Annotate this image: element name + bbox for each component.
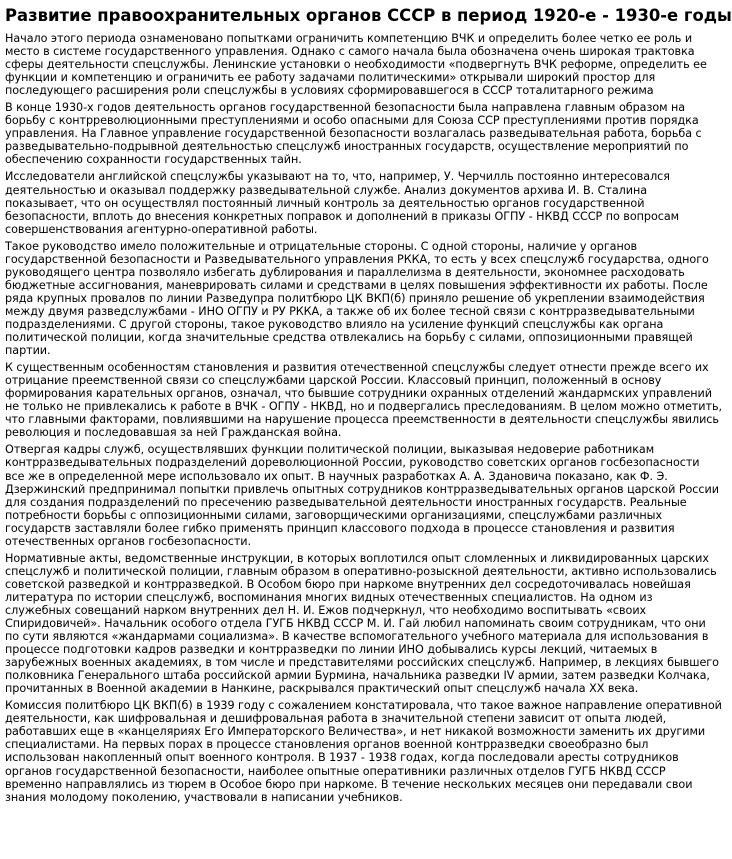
paragraph-1: Начало этого периода ознаменовано попытками ограничить компетенцию ВЧК и определить более четко ее роль и место в системе государственного управления. Однако с самого начала была обозначена очень широкая трактовка сферы деятельности спецслужбы. Ленинские установки о необходимости «подвергнуть ВЧК реформе, определить ее функции и компетенцию и ограничить ее работу задачами политическими» открывали широкий простор для последующего расширения роли спецслужбы в условиях сформировавшегося в СССР тоталитарного режима <box>5 32 707 98</box>
paragraph-2: В конце 1930-х годов деятельность органов государственной безопасности была направлена главным образом на борьбу с контрреволюционными преступлениями и особо опасными для Союза ССР преступлениями против порядка управления. На Главное управление государственной безопасности возлагалась разведывательная работа, борьба с разведывательно-подрывной деятельностью спецслужб иностранных государств, осуществление мероприятий по обеспечению сохранности государственных тайн. <box>5 101 702 167</box>
paragraph-6: Отвергая кадры служб, осуществлявших функции политической полиции, выказывая недоверие работникам контрразведывательных подразделений дореволюционной России, руководство советских органов госбезопасности все же в определенной мере использовало их опыт. В научных разработках А. А. Здановича показано, как Ф. Э. Дзержинский предпринимал попытки привлечь опытных сотрудников контрразведывательных органов царской России для создания подразделений по пресечению разведывательной деятельности иностранных государств. Реальные потребности борьбы с оппозиционными силами, заговорщическими организациями, спецслужбами различных государств заставляли более гибко применять принцип классового подхода в процессе становления и развития отечественных органов госбезопасности. <box>5 443 719 548</box>
paragraph-5: К существенным особенностям становления и развития отечественной спецслужбы следует отнести прежде всего их отрицание преемственной связи со спецслужбами царской России. Классовый принцип, положенный в основу формирования карательных органов, означал, что бывшие сотрудники охранных отделений жандармских управлений не только не привлекались к работе в ВЧК - ОГПУ - НКВД, но и подвергались преследованиям. В целом можно отметить, что главными факторами, повлиявшими на нарушение процесса преемственности в деятельности спецслужбы явились революция и последовавшая за ней Гражданская война. <box>5 361 723 440</box>
article-title: Развитие правоохранительных органов СССР в период 1920-е - 1930-е годы <box>5 6 732 25</box>
paragraph-4: Такое руководство имело положительные и отрицательные стороны. С одной стороны, наличие у органов государственной безопасности и Разведывательного управления РККА, то есть у всех спецслужб государства, одного руководящего центра позволяло избегать дублирования и параллелизма в деятельности, экономнее расходовать бюджетные ассигнования, маневрировать силами и средствами в целях повышения эффективности их работы. После ряда крупных провалов по линии Разведупра политбюро ЦК ВКП(б) приняло решение об укреплении взаимодействия между двумя разведслужбами - ИНО ОГПУ и РУ РККА, а также об их более тесной связи с контрразведывательными подразделениями. С другой стороны, такое руководство влияло на усиление функций спецслужбы как органа политической полиции, когда значительные средства отвлекались на борьбу с силами, оппозиционными правящей партии. <box>5 239 709 358</box>
paragraph-7: Нормативные акты, ведомственные инструкции, в которых воплотился опыт сломленных и ликвидированных царских спецслужб и политической полиции, главным образом в оперативно-розыскной деятельности, активно использовались советской разведкой и контрразведкой. В Особом бюро при наркоме внутренних дел сосредоточивалась новейшая литература по истории спецслужб, воспоминания многих видных отечественных специалистов. На одном из служебных совещаний нарком внутренних дел Н. И. Ежов подчеркнул, что необходимо воспитывать «своих Спиридовичей». Начальник особого отдела ГУГБ НКВД СССР М. И. Гай любил напоминать своим сотрудникам, что они по сути являются «жандармами социализма». В качестве вспомогательного учебного материала для использования в процессе подготовки кадров разведки и контрразведки по линии ИНО добывались курсы лекций, читаемых в зарубежных военных академиях, в том числе и представителями российских спецслужб. Например, в лекциях бывшего полковника Генерального штаба российской армии Бурмина, начальника разведки IV армии, затем разведки Колчака, прочитанных в Военной академии в Нанкине, раскрывался практический опыт спецслужб начала XX века. <box>5 551 719 696</box>
paragraph-8: Комиссия политбюро ЦК ВКП(б) в 1939 году с сожалением констатировала, что такое важное направление оперативной деятельности, как шифровальная и дешифровальная работа в значительной степени зависит от опыта людей, работавших еще в «канцеляриях Его Императорского Величества», и нет никакой возможности заменить их другими специалистами. На первых порах в процессе становления органов военной контрразведки своеобразно был использован накопленный опыт военного контроля. В 1937 - 1938 годах, когда последовали аресты сотрудников органов государственной безопасности, наиболее опытные оперативники различных отделов ГУГБ НКВД СССР временно направлялись из тюрем в Особое бюро при наркоме. В течение нескольких месяцев они передавали свои знания молодому поколению, участвовали в написании учебников. <box>5 699 722 804</box>
paragraph-3: Исследователи английской спецслужбы указывают на то, что, например, У. Черчилль постоянно интересовался деятельностью и оказывал поддержку разведывательной службе. Анализ документов архива И. В. Сталина показывает, что он осуществлял постоянный личный контроль за деятельностью органов государственной безопасности, вплоть до внесения конкретных поправок и дополнений в приказы ОГПУ - НКВД СССР по вопросам совершенствования агентурно-оперативной работы. <box>5 170 680 236</box>
